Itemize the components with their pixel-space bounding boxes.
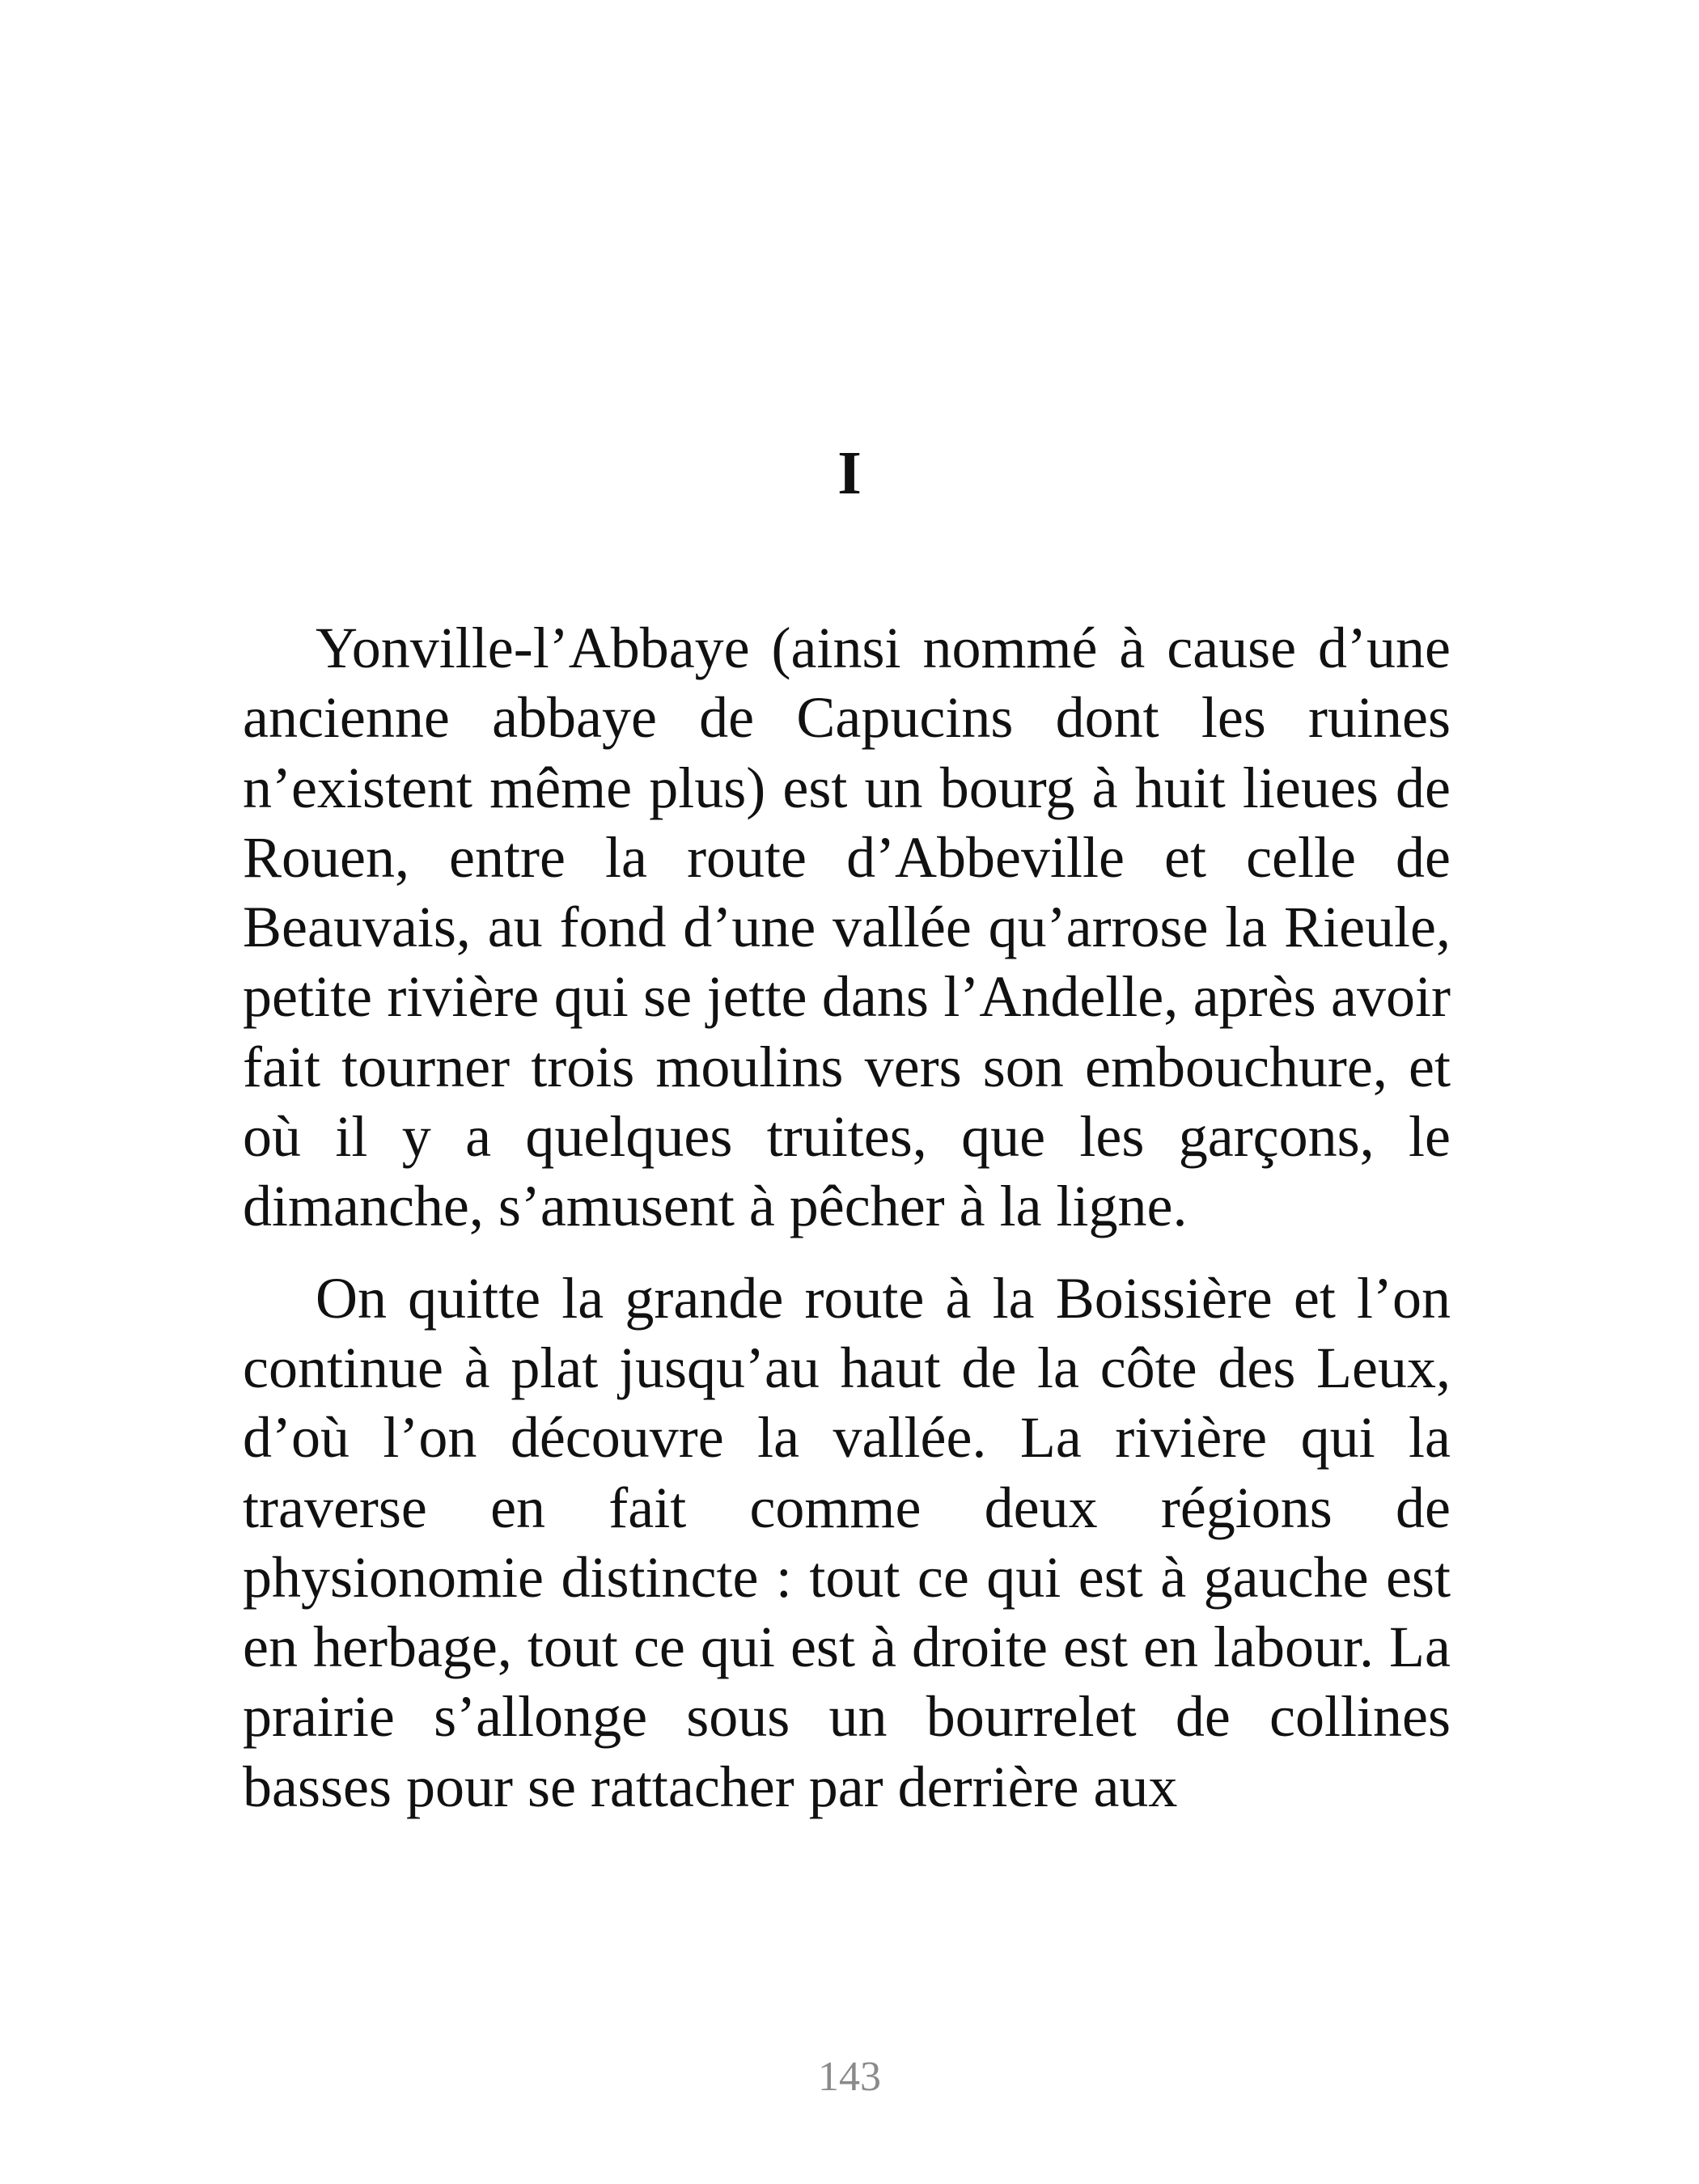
body-text [243, 613, 1451, 1843]
paragraph: Yonville-l’Abbaye (ainsi nommé à cause d’une ancienne abbaye de Capucins dont les ruines n’existent même plus) est un bourg à huit lieues de Rouen, entre la route d’Abbeville et celle de Beauvais, au fond d’une vallée qu’arrose la Rieule, petite rivière qui se jette dans l’Andelle, après avoir fait tourner trois moulins vers son embouchure, et où il y a quelques truites, que les garçons, le dimanche, s’amusent à pêcher à la ligne. [243, 616, 1451, 1239]
page-number: 143 [818, 2054, 881, 2100]
paragraph: On quitte la grande route à la Boissière et l’on continue à plat jusqu’au haut de la côte des Leux, d’où l’on découvre la vallée. La rivière qui la traverse en fait comme deux régions de physionomie distincte : tout ce qui est à gauche est en herbage, tout ce qui est à droite est en labour. La prairie s’allonge sous un bourrelet de collines basses pour se rattacher par derrière aux [243, 1265, 1451, 1819]
chapter-heading: I [837, 439, 862, 507]
